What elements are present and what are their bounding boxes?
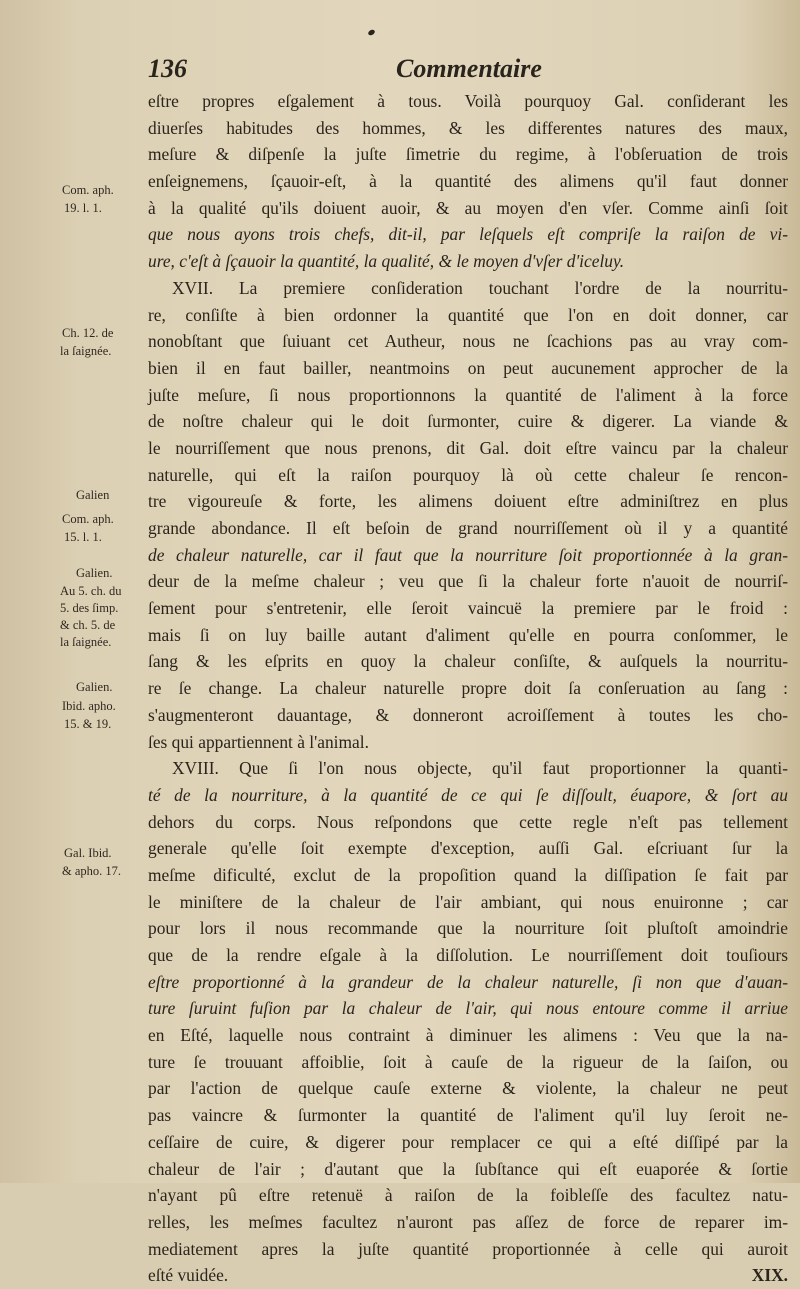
- text-line: mais ſi on luy baille autant d'aliment qu'elle en pourra conſommer, le: [148, 624, 788, 645]
- text-line: que de la rendre eſgale à la diſſolution. Le nourriſſement doit touſiours: [148, 945, 788, 965]
- text-line: nonobſtant que ſuiuant cet Autheur, nous ne ſcachions pas au vray com-: [148, 331, 788, 352]
- text-line: enſeignemens, ſçauoir-eſt, à la quantité des alimens qu'il faut donner: [148, 171, 788, 192]
- text-line: té de la nourriture, à la quantité de ce qui ſe diſſoult, éuapore, & ſort au: [148, 784, 788, 805]
- text-line: de noſtre chaleur qui le doit ſurmonter, cuire & digerer. La viande &: [148, 411, 788, 432]
- text-line: generale qu'elle ſoit exempte d'exception, auſſi Gal. eſcriuant ſur la: [148, 838, 788, 859]
- text-line: eſtre proportionné à la grandeur de la chaleur naturelle, ſi non que d'auan-: [148, 971, 788, 992]
- text-line: ſement pour s'entretenir, elle ſeroit vaincuë la premiere par le froid :: [148, 598, 788, 619]
- text-line: ſang & les eſprits en quoy la chaleur conſiſte, & auſquels la nourritu-: [148, 651, 788, 672]
- text-line: bien il en faut bailler, neantmoins on peut aucunement approcher de la: [148, 357, 788, 378]
- margin-notes: [0, 0, 148, 1183]
- text-line: re, conſiſte à bien ordonner la quantité que l'on en doit donner, car: [148, 304, 788, 325]
- text-line: en Eſté, laquelle nous contraint à diminuer les alimens : Veu que la na-: [148, 1025, 788, 1046]
- margin-note: Gal. Ibid.: [64, 846, 112, 860]
- text-line: meſure & diſpenſe la juſte ſimetrie du regime, à l'obſeruation de trois: [148, 144, 788, 165]
- page-header: [148, 50, 788, 90]
- text-line: ſes qui appartiennent à l'animal.: [148, 731, 369, 752]
- text-line: que nous ayons trois chefs, dit-il, par leſquels eſt compriſe la raiſon de vi-: [148, 224, 788, 245]
- margin-note: 15. l. 1.: [64, 530, 102, 544]
- margin-note: 5. des ſimp.: [60, 601, 119, 615]
- margin-note: la ſaignée.: [60, 635, 112, 649]
- text-line: ture ſuruint fuſion par la chaleur de l'air, qui nous entoure comme il arriue: [148, 998, 788, 1019]
- section-heading-xvii: XVII. La premiere conſideration touchant l'ordre de la nourritu-: [172, 277, 788, 298]
- text-line: ure, c'eſt à ſçauoir la quantité, la qualité, & le moyen d'vſer d'iceluy.: [148, 251, 625, 272]
- margin-note: & apho. 17.: [62, 864, 122, 878]
- text-line: dehors du corps. Nous reſpondons que cette regle n'eſt pas tellement: [148, 811, 788, 832]
- text-line: chaleur de l'air ; d'autant que la ſubſtance qui eſt euaporée & ſortie: [148, 1158, 788, 1179]
- text-line: le miniſtere de la chaleur de l'air ambiant, qui nous enuironne ; car: [148, 891, 788, 912]
- margin-note: Com. aph.: [62, 512, 114, 526]
- ink-mark: [367, 29, 376, 37]
- margin-note: Galien.: [76, 680, 113, 694]
- text-line: pas vaincre & ſurmonter la quantité de l'aliment qu'il luy ſeroit ne-: [148, 1105, 788, 1126]
- margin-note: Galien.: [76, 566, 113, 580]
- margin-note: 19. l. 1.: [64, 201, 102, 215]
- margin-note: la ſaignée.: [60, 344, 112, 358]
- margin-note: & ch. 5. de: [60, 618, 116, 632]
- margin-note: Com. aph.: [62, 183, 114, 197]
- text-line: eſté vuidée.: [148, 1265, 229, 1286]
- text-line: ture ſe trouuant affoiblie, ſoit à cauſe de la rigueur de la ſaiſon, ou: [148, 1051, 788, 1072]
- running-title: Commentaire: [396, 54, 542, 83]
- margin-note: Au 5. ch. du: [60, 584, 122, 598]
- text-line: n'ayant pû eſtre retenuë à raiſon de la foibleſſe des facultez natu-: [148, 1185, 788, 1206]
- text-line: le nourriſſement que nous prenons, dit Gal. doit eſtre vaincu par la chaleur: [148, 437, 788, 458]
- margin-note: Ibid. apho.: [62, 699, 116, 713]
- text-line: eſtre propres eſgalement à tous. Voilà pourquoy Gal. conſiderant les: [148, 91, 788, 111]
- text-line: ceſſaire de cuire, & digerer pour remplacer ce qui a eſté diſſipé par la: [148, 1131, 788, 1152]
- text-line: diuerſes habitudes des hommes, & les differentes natures des maux,: [148, 117, 788, 138]
- body-text: [148, 88, 788, 1289]
- text-line: grande abondance. Il eſt beſoin de grand nourriſſement où il y a quantité: [148, 518, 788, 538]
- section-heading-xviii: XVIII. Que ſi l'on nous objecte, qu'il faut proportionner la quanti-: [172, 758, 788, 779]
- text-line: meſme dificulté, exclut de la propoſition quand la diſſipation ſe fait par: [148, 864, 788, 885]
- text-line: à la qualité qu'ils doiuent auoir, & au moyen d'en vſer. Comme ainſi ſoit: [148, 197, 788, 218]
- text-line: pour lors il nous recommande que la nourriture ſoit pluſtoſt amoindrie: [148, 918, 788, 939]
- text-line: tre vigoureuſe & forte, les alimens doiuent eſtre adminiſtrez en plus: [148, 491, 788, 512]
- text-line: s'augmenteront dauantage, & donneront acroiſſement à toutes les cho-: [148, 704, 788, 725]
- page-number: 136: [148, 54, 187, 83]
- text-line: relles, les meſmes facultez n'auront pas aſſez de force de reparer im-: [148, 1211, 788, 1232]
- text-line: re ſe change. La chaleur naturelle propre doit ſa conſeruation au ſang :: [148, 678, 788, 699]
- text-line: juſte meſure, ſi nous proportionnons la quantité de l'aliment à la force: [148, 384, 788, 405]
- margin-note: 15. & 19.: [64, 717, 112, 731]
- text-line: par l'action de quelque cauſe externe & violente, la chaleur ne peut: [148, 1078, 788, 1099]
- text-line: de chaleur naturelle, car il faut que la nourriture ſoit proportionnée à la gran-: [148, 544, 788, 565]
- margin-note: Ch. 12. de: [62, 326, 114, 340]
- text-line: mediatement apres la juſte quantité proportionnée à celle qui auroit: [148, 1238, 788, 1259]
- margin-note: Galien: [76, 488, 110, 502]
- catchword: XIX.: [751, 1265, 788, 1286]
- text-line: naturelle, qui eſt la raiſon pourquoy là où cette chaleur ſe rencon-: [148, 464, 788, 485]
- text-line: deur de la meſme chaleur ; veu que ſi la chaleur forte n'auoit de nourriſ-: [148, 571, 788, 592]
